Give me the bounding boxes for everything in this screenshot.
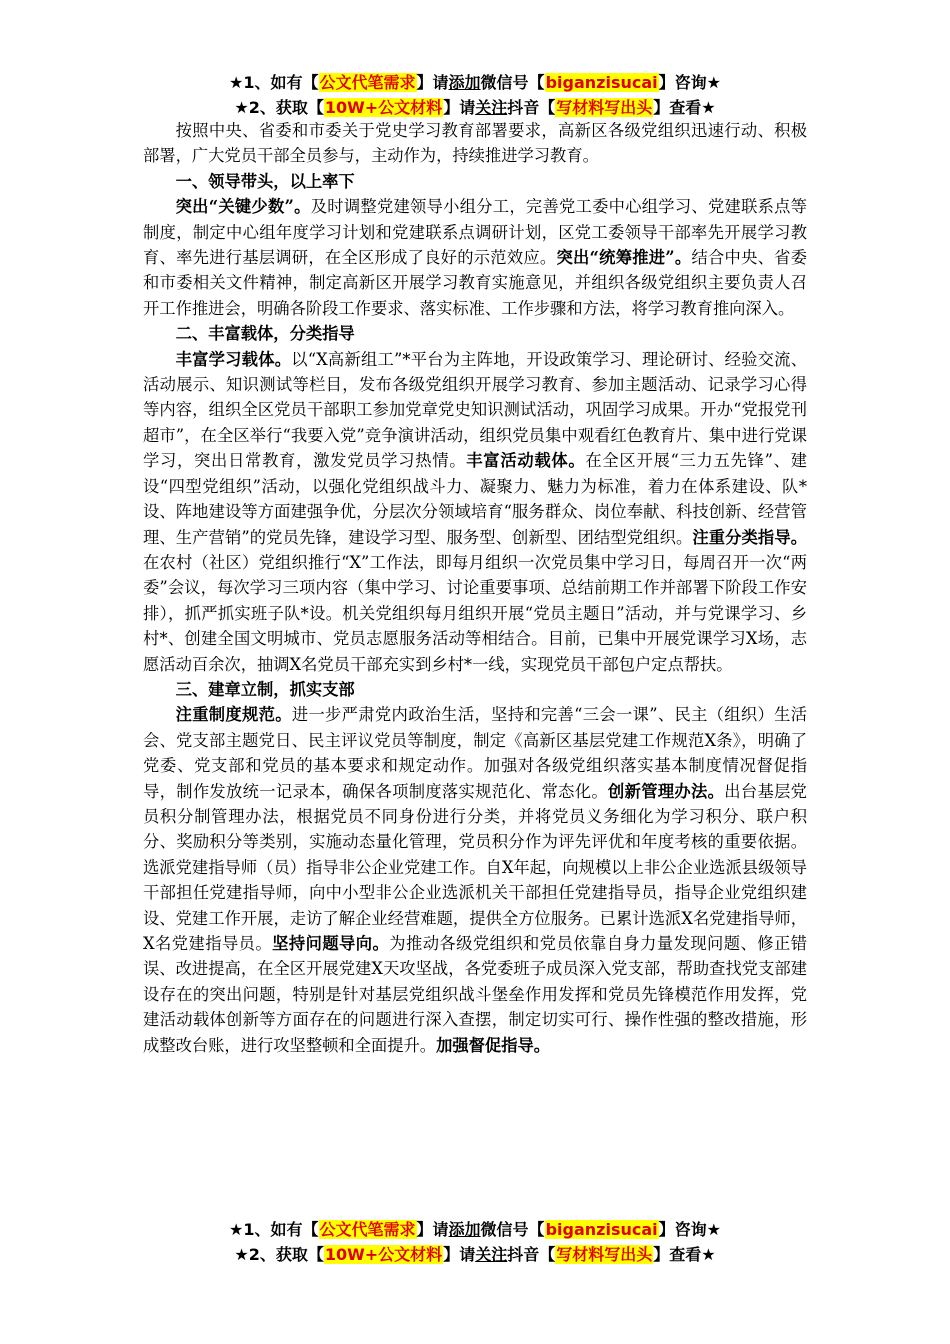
promo-line-2: ★2、获取【10W+公文材料】请关注抖音【写材料写出头】查看★: [234, 98, 716, 117]
section-heading-1: 一、领导带头，以上率下: [175, 171, 355, 191]
promo-line-1: ★1、如有【公文代笔需求】请添加微信号【biganzisucai】咨询★: [229, 73, 721, 92]
promo-highlight: 10W+公文材料: [324, 98, 443, 117]
section-heading-2: 二、丰富载体，分类指导: [175, 324, 355, 344]
promo-line-1: ★1、如有【公文代笔需求】请添加微信号【biganzisucai】咨询★: [229, 1220, 721, 1239]
promo-header: [140, 70, 810, 120]
promo-highlight: 写材料写出头: [556, 98, 653, 117]
intro-paragraph: 按照中央、省委和市委关于党史学习教育部署要求，高新区各级党组织迅速行动、积极部署，广大党员干部全员参与，主动作为，持续推进学习教育。: [143, 121, 807, 166]
promo-highlight: biganzisucai: [545, 1220, 658, 1239]
promo-highlight: biganzisucai: [545, 73, 658, 92]
promo-line-2: ★2、获取【10W+公文材料】请关注抖音【写材料写出头】查看★: [234, 1245, 716, 1264]
promo-highlight: 写材料写出头: [556, 1245, 653, 1264]
section-2-paragraph: 丰富学习载体。以“X高新组工”*平台为主阵地，开设政策学习、理论研讨、经验交流、活动展示、知识测试等栏目，发布各级党组织开展学习教育、参加主题活动、记录学习心得等内容，组织全区党员干部职工参加党章党史知识测试活动，巩固学习成果。开办“党报党刊超市”，在全区举行“我要入党”竞争演讲活动，组织党员集中观看红色教育片、集中进行党课学习，突出日常教育，激发党员学习热情。丰富活动载体。在全区开展“三力五先锋”、建设“四型党组织”活动，以强化党组织战斗力、凝聚力、魅力为标准，着力在体系建设、队*设、阵地建设等方面建强争优，分层次分领域培育“服务群众、岗位奉献、科技创新、经营管理、生产营销”的党员先锋，建设学习型、服务型、创新型、团结型党组织。注重分类指导。在农村（社区）党组织推行“X”工作法，即每月组织一次党员集中学习日，每周召开一次“两委”会议，每次学习三项内容（集中学习、讨论重要事项、总结前期工作并部署下阶段工作安排），抓严抓实班子队*设。机关党组织每月组织开展“党员主题日”活动，并与党课学习、乡村*、创建全国文明城市、党员志愿服务活动等相结合。目前，已集中开展党课学习X场，志愿活动百余次，抽调X名党员干部充实到乡村*一线，实现党员干部包户定点帮扶。: [143, 349, 807, 674]
promo-highlight: 公文代笔需求: [319, 73, 416, 92]
document-body: [143, 118, 807, 1058]
promo-highlight: 公文代笔需求: [319, 1220, 416, 1239]
section-heading-3: 三、建章立制，抓实支部: [175, 679, 355, 699]
promo-footer: [140, 1217, 810, 1267]
promo-highlight: 10W+公文材料: [324, 1245, 443, 1264]
section-3-paragraph: 注重制度规范。进一步严肃党内政治生活，坚持和完善“三会一课”、民主（组织）生活会、党支部主题党日、民主评议党员等制度，制定《高新区基层党建工作规范X条》，明确了党委、党支部和党员的基本要求和规定动作。加强对各级党组织落实基本制度情况督促指导，制作发放统一记录本，确保各项制度落实规范化、常态化。创新管理办法。出台基层党员积分制管理办法，根据党员不同身份进行分类，并将党员义务细化为学习积分、联户积分、奖励积分等类别，实施动态量化管理，党员积分作为评先评优和年度考核的重要依据。选派党建指导师（员）指导非公企业党建工作。自X年起，向规模以上非公企业选派县级领导干部担任党建指导师，向中小型非公企业选派机关干部担任党建指导员，指导企业党组织建设、党建工作开展，走访了解企业经营难题，提供全方位服务。已累计选派X名党建指导师，X名党建指导员。坚持问题导向。为推动各级党组织和党员依靠自身力量发现问题、修正错误、改进提高，在全区开展党建X天攻坚战，各党委班子成员深入党支部，帮助查找党支部建设存在的突出问题，特别是针对基层党组织战斗堡垒作用发挥和党员先锋模范作用发挥，党建活动载体创新等方面存在的问题进行深入查摆，制定切实可行、操作性强的整改措施，形成整改台账，进行攻坚整顿和全面提升。加强督促指导。: [143, 705, 807, 1055]
section-1-paragraph: 突出“关键少数”。及时调整党建领导小组分工，完善党工委中心组学习、党建联系点等制度，制定中心组年度学习计划和党建联系点调研计划，区党工委领导干部率先开展学习教育、率先进行基层调研，在全区形成了良好的示范效应。突出“统筹推进”。结合中央、省委和市委相关文件精神，制定高新区开展学习教育实施意见，并组织各级党组织主要负责人召开工作推进会，明确各阶段工作要求、落实标准、工作步骤和方法，将学习教育推向深入。: [143, 197, 807, 318]
